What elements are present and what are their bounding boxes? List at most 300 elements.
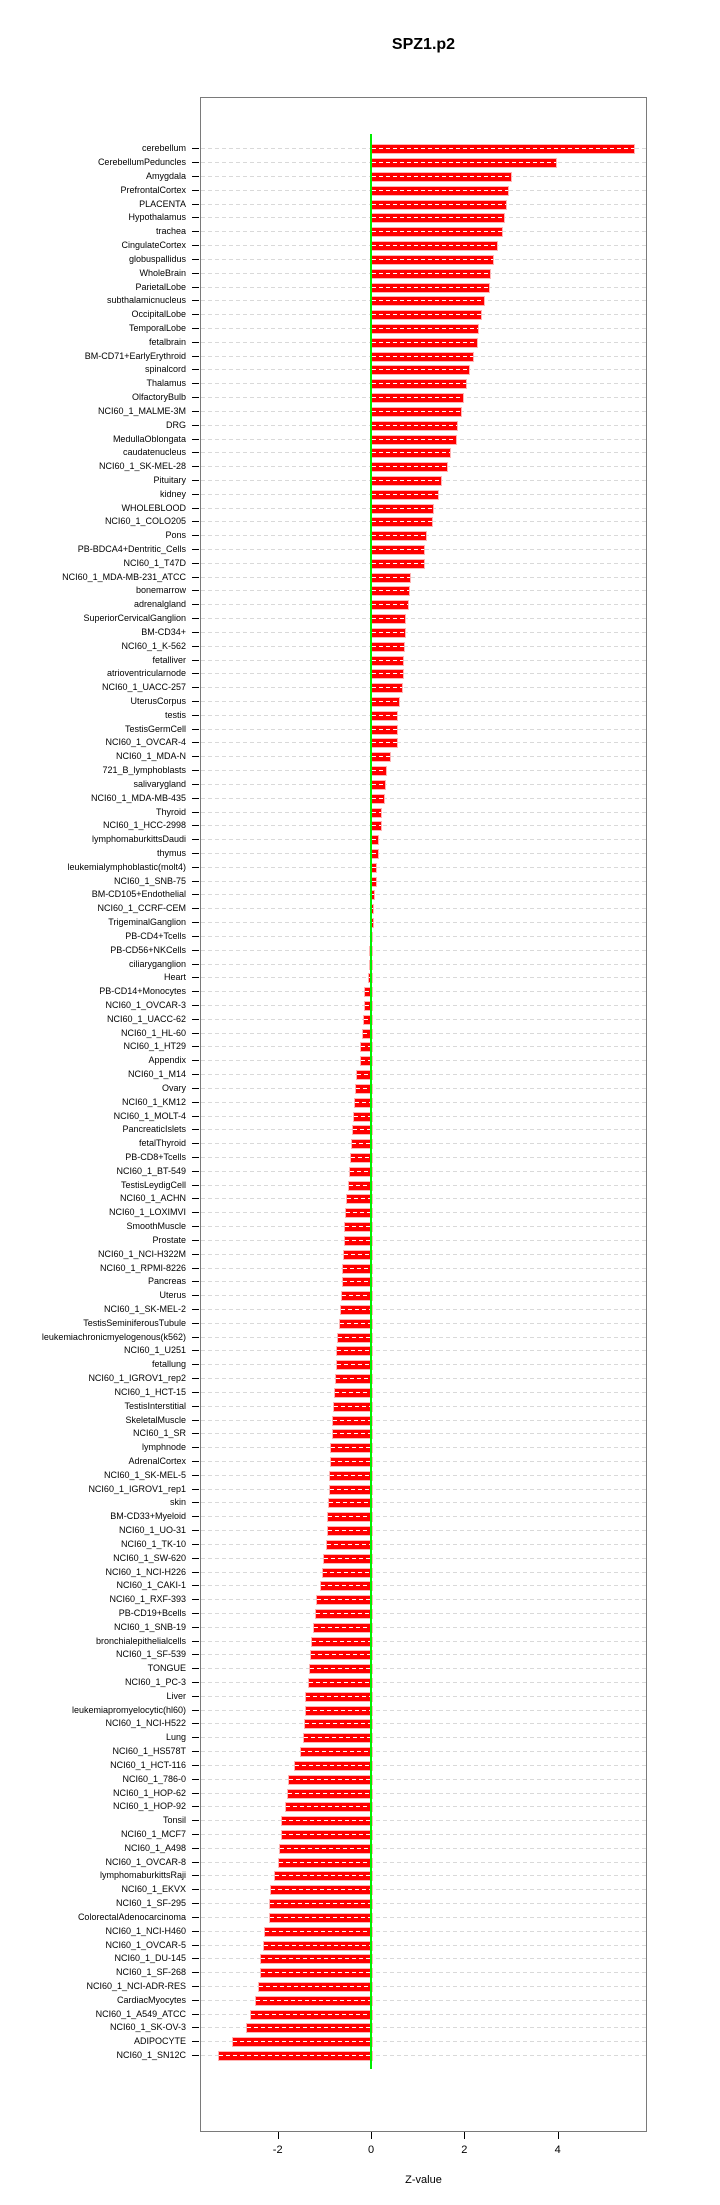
table-row (0, 1468, 720, 1482)
category-label: NCI60_1_A549_ATCC (95, 2008, 186, 2019)
bar (371, 490, 439, 500)
bar-grid-dash (372, 756, 390, 757)
bar-grid-dash (372, 604, 408, 605)
category-label: kidney (159, 488, 186, 499)
table-row (0, 1164, 720, 1178)
y-tick-mark (192, 1710, 199, 1711)
category-label: Thalamus (146, 378, 186, 389)
y-tick-mark (192, 425, 199, 426)
bar-grid-dash (372, 535, 426, 536)
y-tick-mark (192, 1309, 199, 1310)
bar-grid-dash (288, 1793, 372, 1794)
y-tick-mark (192, 1931, 199, 1932)
table-row (0, 404, 720, 418)
bar-grid-dash (372, 715, 397, 716)
y-tick-mark (192, 2000, 199, 2001)
category-label: NCI60_1_DU-145 (114, 1953, 186, 1964)
grid-line (201, 936, 646, 937)
category-label: 721_B_lymphoblasts (102, 765, 186, 776)
category-label: NCI60_1_HL-60 (120, 1027, 186, 1038)
y-tick-mark (192, 1627, 199, 1628)
bar (346, 1194, 373, 1204)
y-tick-mark (192, 259, 199, 260)
category-label: NCI60_1_OVCAR-5 (105, 1939, 186, 1950)
bar (305, 1706, 373, 1716)
bar (246, 2023, 373, 2033)
bar-grid-dash (341, 1309, 372, 1310)
y-tick-mark (192, 1848, 199, 1849)
y-tick-mark (192, 2014, 199, 2015)
y-tick-mark (192, 1420, 199, 1421)
y-tick-mark (192, 1088, 199, 1089)
category-label: CardiacMyocytes (116, 1994, 186, 2005)
y-tick-mark (192, 439, 199, 440)
category-label: salivarygland (133, 778, 186, 789)
grid-line (201, 742, 646, 743)
table-row (0, 1399, 720, 1413)
table-row (0, 1730, 720, 1744)
table-row (0, 818, 720, 832)
y-tick-mark (192, 1806, 199, 1807)
table-row (0, 887, 720, 901)
y-tick-mark (192, 798, 199, 799)
bar (315, 1609, 373, 1619)
x-tick-label: 2 (461, 2144, 468, 2156)
bar-grid-dash (372, 812, 381, 813)
category-label: caudatenucleus (122, 447, 186, 458)
category-label: PB-CD56+NKCells (110, 944, 186, 955)
table-row (0, 1178, 720, 1192)
bar (341, 1291, 373, 1301)
bar (328, 1498, 373, 1508)
y-tick-mark (192, 1337, 199, 1338)
table-row (0, 1716, 720, 1730)
category-label: NCI60_1_PC-3 (124, 1677, 186, 1687)
y-tick-mark (192, 770, 199, 771)
category-label: cerebellum (141, 143, 186, 154)
table-row (0, 1482, 720, 1496)
y-tick-mark (192, 1350, 199, 1351)
category-label: thymus (156, 848, 186, 858)
table-row (0, 611, 720, 625)
grid-line (201, 1806, 646, 1807)
bar-grid-dash (317, 1599, 372, 1600)
grid-line (201, 1682, 646, 1683)
table-row (0, 335, 720, 349)
bar-grid-dash (372, 383, 466, 384)
bar-grid-dash (352, 1143, 373, 1144)
y-tick-mark (192, 1516, 199, 1517)
y-tick-mark (192, 1378, 199, 1379)
grid-line (201, 950, 646, 951)
bar (304, 1719, 373, 1729)
grid-line (201, 604, 646, 605)
bar-grid-dash (372, 660, 403, 661)
table-row (0, 1509, 720, 1523)
bar-grid-dash (304, 1737, 372, 1738)
category-label: Amygdala (145, 170, 186, 181)
category-label: TestisLeydigCell (120, 1179, 186, 1190)
bar (371, 421, 458, 431)
y-tick-mark (192, 1475, 199, 1476)
bar-grid-dash (344, 1254, 372, 1255)
table-row (0, 1799, 720, 1813)
grid-line (201, 1572, 646, 1573)
table-row (0, 805, 720, 819)
category-label: PB-CD19+Bcells (118, 1607, 186, 1618)
grid-line (201, 1765, 646, 1766)
bar-grid-dash (372, 273, 490, 274)
bar-grid-dash (328, 1530, 372, 1531)
category-label: testis (164, 709, 186, 720)
grid-line (201, 784, 646, 785)
category-label: fetalThyroid (138, 1138, 186, 1149)
category-label: NCI60_1_MDA-N (115, 751, 186, 762)
category-label: PB-CD8+Tcells (125, 1151, 186, 1162)
category-label: WholeBrain (139, 267, 186, 278)
grid-line (201, 1820, 646, 1821)
table-row (0, 1261, 720, 1275)
table-row (0, 321, 720, 335)
x-tick-label: 4 (554, 2144, 561, 2156)
grid-line (201, 853, 646, 854)
category-label: spinalcord (144, 364, 186, 375)
bar-grid-dash (251, 2014, 372, 2015)
table-row (0, 1551, 720, 1565)
grid-line (201, 1723, 646, 1724)
bar-grid-dash (372, 742, 397, 743)
bar (371, 379, 467, 389)
bar-grid-dash (333, 1420, 372, 1421)
category-label: Pancreas (147, 1276, 186, 1287)
grid-line (201, 1212, 646, 1213)
table-row (0, 349, 720, 363)
table-row (0, 293, 720, 307)
grid-line (201, 1558, 646, 1559)
bar (371, 310, 482, 320)
y-tick-mark (192, 715, 199, 716)
bar (371, 725, 398, 735)
table-row (0, 1330, 720, 1344)
y-tick-mark (192, 1157, 199, 1158)
category-label: NCI60_1_MDA-MB-231_ATCC (62, 571, 186, 582)
bar-grid-dash (330, 1489, 373, 1490)
x-axis-title: Z-value (405, 2174, 442, 2186)
y-tick-mark (192, 1945, 199, 1946)
y-tick-mark (192, 1392, 199, 1393)
y-tick-mark (192, 632, 199, 633)
y-tick-mark (192, 480, 199, 481)
grid-line (201, 756, 646, 757)
grid-line (201, 1102, 646, 1103)
bar (264, 1927, 373, 1937)
bar (269, 1913, 373, 1923)
table-row (0, 1578, 720, 1592)
bar (371, 476, 442, 486)
y-tick-mark (192, 1033, 199, 1034)
y-tick-mark (192, 2027, 199, 2028)
table-row (0, 1938, 720, 1952)
grid-line (201, 1157, 646, 1158)
bar (371, 683, 403, 693)
bar (305, 1692, 373, 1702)
table-row (0, 210, 720, 224)
table-row (0, 1233, 720, 1247)
bar (371, 517, 433, 527)
y-tick-mark (192, 673, 199, 674)
category-label: Liver (166, 1690, 186, 1701)
grid-line (201, 1337, 646, 1338)
table-row (0, 362, 720, 376)
category-label: NCI60_1_TK-10 (120, 1538, 186, 1549)
category-label: NCI60_1_CAKI-1 (116, 1580, 186, 1591)
table-row (0, 666, 720, 680)
bar-grid-dash (349, 1185, 372, 1186)
y-tick-mark (192, 1530, 199, 1531)
bar-grid-dash (247, 2027, 372, 2028)
bar (371, 780, 386, 790)
bar-grid-dash (310, 1668, 373, 1669)
y-tick-mark (192, 1723, 199, 1724)
category-label: NCI60_1_MOLT-4 (113, 1110, 186, 1121)
table-row (0, 1495, 720, 1509)
table-row (0, 473, 720, 487)
y-tick-mark (192, 1502, 199, 1503)
bar (371, 365, 470, 375)
grid-line (201, 977, 646, 978)
category-label: Prostate (152, 1234, 186, 1245)
bar (371, 352, 474, 362)
y-tick-mark (192, 1102, 199, 1103)
table-row (0, 2007, 720, 2021)
y-tick-mark (192, 1917, 199, 1918)
grid-line (201, 770, 646, 771)
category-label: DRG (166, 419, 186, 430)
table-row (0, 1951, 720, 1965)
category-label: Ovary (161, 1082, 186, 1093)
grid-line (201, 1834, 646, 1835)
y-tick-mark (192, 1862, 199, 1863)
bar (322, 1568, 374, 1578)
bar (270, 1885, 373, 1895)
bar-grid-dash (372, 148, 634, 149)
x-tick-label: -2 (272, 2144, 283, 2156)
category-label: NCI60_1_UO-31 (118, 1525, 186, 1535)
bar (371, 324, 479, 334)
table-row (0, 1537, 720, 1551)
grid-line (201, 812, 646, 813)
category-label: NCI60_1_A498 (124, 1842, 186, 1853)
grid-line (201, 1613, 646, 1614)
table-row (0, 1150, 720, 1164)
category-label: fetalbrain (148, 336, 186, 347)
bar-grid-dash (330, 1475, 372, 1476)
y-tick-mark (192, 356, 199, 357)
grid-line (201, 1654, 646, 1655)
category-label: TrigeminalGanglion (108, 917, 186, 928)
grid-line (201, 1060, 646, 1061)
y-tick-mark (192, 908, 199, 909)
bar-grid-dash (372, 204, 506, 205)
grid-line (201, 1544, 646, 1545)
category-label: fetalliver (152, 654, 186, 665)
bar-grid-dash (372, 839, 378, 840)
bar (329, 1485, 374, 1495)
bar-grid-dash (270, 1917, 372, 1918)
category-label: NCI60_1_SNB-75 (113, 875, 186, 886)
bar-grid-dash (372, 425, 457, 426)
table-row (0, 1965, 720, 1979)
grid-line (201, 1530, 646, 1531)
bar (287, 1789, 373, 1799)
table-row (0, 1454, 720, 1468)
table-row (0, 1205, 720, 1219)
bar-grid-dash (372, 231, 502, 232)
y-tick-mark (192, 1226, 199, 1227)
bar-grid-dash (372, 784, 385, 785)
category-label: ColorectalAdenocarcinoma (77, 1911, 186, 1922)
table-row (0, 1136, 720, 1150)
bar-grid-dash (256, 2000, 372, 2001)
category-label: NCI60_1_U251 (123, 1345, 186, 1356)
table-row (0, 1855, 720, 1869)
category-label: bronchialepithelialcells (95, 1635, 186, 1646)
category-label: AdrenalCortex (128, 1455, 186, 1466)
category-label: CingulateCortex (121, 240, 186, 250)
y-tick-mark (192, 1613, 199, 1614)
grid-line (201, 1406, 646, 1407)
category-label: PLACENTA (139, 198, 186, 209)
category-label: TemporalLobe (128, 322, 186, 333)
bar-grid-dash (331, 1461, 373, 1462)
table-row (0, 1744, 720, 1758)
bar (344, 1222, 373, 1232)
y-tick-mark (192, 162, 199, 163)
y-tick-mark (192, 867, 199, 868)
y-tick-mark (192, 1986, 199, 1987)
category-label: PB-CD14+Monocytes (99, 986, 186, 997)
bar-grid-dash (328, 1516, 372, 1517)
bar (332, 1416, 373, 1426)
bar-grid-dash (331, 1447, 372, 1448)
bar-grid-dash (372, 632, 405, 633)
table-row (0, 1274, 720, 1288)
grid-line (201, 1143, 646, 1144)
grid-line (201, 1198, 646, 1199)
y-tick-mark (192, 742, 199, 743)
category-label: NCI60_1_MDA-MB-435 (90, 792, 186, 803)
category-label: NCI60_1_COLO205 (104, 516, 186, 527)
table-row (0, 1440, 720, 1454)
y-tick-mark (192, 1406, 199, 1407)
table-row (0, 1841, 720, 1855)
table-row (0, 1191, 720, 1205)
category-label: NCI60_1_MALME-3M (97, 405, 186, 416)
bar-grid-dash (372, 287, 489, 288)
bar (371, 269, 491, 279)
grid-line (201, 1420, 646, 1421)
y-tick-mark (192, 1005, 199, 1006)
bar-grid-dash (270, 1903, 372, 1904)
table-row (0, 1813, 720, 1827)
table-row (0, 1675, 720, 1689)
bar (371, 504, 434, 514)
bar (371, 241, 498, 251)
table-row (0, 1385, 720, 1399)
table-row (0, 708, 720, 722)
grid-line (201, 1447, 646, 1448)
table-row (0, 528, 720, 542)
category-label: UterusCorpus (130, 696, 186, 706)
category-label: ParietalLobe (135, 281, 186, 292)
table-row (0, 501, 720, 515)
bar-grid-dash (372, 439, 456, 440)
table-row (0, 1993, 720, 2007)
category-label: Thyroid (155, 806, 186, 817)
bar-grid-dash (343, 1281, 372, 1282)
table-row (0, 252, 720, 266)
y-tick-mark (192, 577, 199, 578)
y-tick-mark (192, 1889, 199, 1890)
bar-grid-dash (329, 1502, 372, 1503)
table-row (0, 169, 720, 183)
category-label: Pituitary (153, 474, 186, 485)
table-row (0, 860, 720, 874)
y-tick-mark (192, 660, 199, 661)
grid-line (201, 1627, 646, 1628)
grid-line (201, 839, 646, 840)
y-tick-mark (192, 1240, 199, 1241)
category-label: SmoothMuscle (126, 1221, 186, 1231)
bar (320, 1581, 373, 1591)
x-tick-mark (558, 2132, 559, 2139)
bar (339, 1319, 373, 1329)
grid-line (201, 1875, 646, 1876)
category-label: subthalamicnucleus (106, 295, 186, 306)
bar-grid-dash (372, 452, 450, 453)
table-row (0, 542, 720, 556)
grid-line (201, 1502, 646, 1503)
bar-grid-dash (372, 687, 402, 688)
table-row (0, 735, 720, 749)
category-label: NCI60_1_SK-MEL-28 (98, 461, 186, 472)
bar (371, 586, 410, 596)
bar-grid-dash (372, 853, 378, 854)
bar (344, 1236, 374, 1246)
bar (327, 1512, 373, 1522)
grid-line (201, 1364, 646, 1365)
bar-grid-dash (312, 1641, 372, 1642)
bar-grid-dash (345, 1226, 372, 1227)
table-row (0, 1620, 720, 1634)
bar (279, 1844, 373, 1854)
bar (278, 1858, 373, 1868)
bar (281, 1816, 373, 1826)
category-label: skin (169, 1497, 186, 1508)
bar-grid-dash (351, 1157, 373, 1158)
table-row (0, 1827, 720, 1841)
category-label: NCI60_1_OVCAR-4 (105, 737, 186, 748)
bar (371, 573, 411, 583)
table-row (0, 1343, 720, 1357)
category-label: NCI60_1_HS578T (112, 1746, 186, 1757)
bar (260, 1968, 373, 1978)
bar-grid-dash (372, 508, 433, 509)
bar-grid-dash (309, 1682, 372, 1683)
y-tick-mark (192, 922, 199, 923)
category-label: TONGUE (147, 1663, 186, 1674)
category-label: globuspallidus (128, 253, 186, 264)
